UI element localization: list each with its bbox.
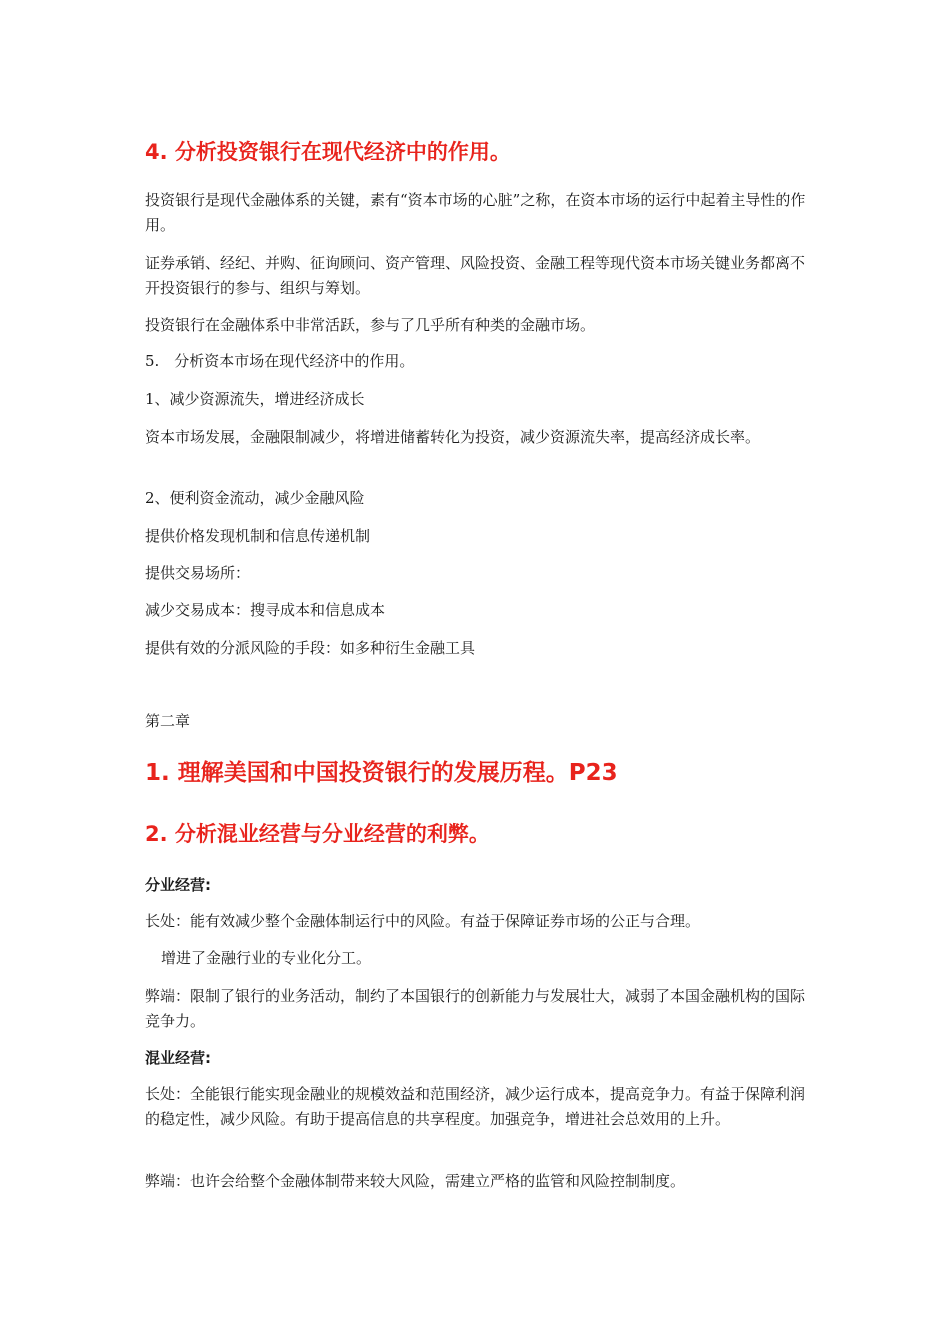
subheading-separate: 分业经营:	[145, 876, 211, 894]
chapter-label: 第二章	[145, 712, 191, 730]
paragraph: 弊端：限制了银行的业务活动，制约了本国银行的创新能力与发展壮大，减弱了本国金融机构的国际竞争力。	[145, 987, 806, 1030]
paragraph: 2、便利资金流动，减少金融风险	[145, 489, 365, 507]
paragraph: 提供有效的分派风险的手段：如多种衍生金融工具	[145, 639, 476, 657]
paragraph: 增进了金融行业的专业化分工。	[161, 949, 372, 967]
paragraph: 弊端：也许会给整个金融体制带来较大风险，需建立严格的监管和风险控制制度。	[145, 1172, 686, 1190]
paragraph: 减少交易成本：搜寻成本和信息成本	[145, 601, 386, 619]
paragraph: 资本市场发展，金融限制减少，将增进储蓄转化为投资，减少资源流失率，提高经济成长率。	[145, 428, 761, 446]
paragraph: 提供价格发现机制和信息传递机制	[145, 527, 371, 545]
paragraph: 提供交易场所：	[145, 564, 251, 582]
chapter-heading-2: 2. 分析混业经营与分业经营的利弊。	[145, 822, 490, 846]
paragraph: 投资银行在金融体系中非常活跃，参与了几乎所有种类的金融市场。	[145, 316, 596, 334]
section-heading-4: 4. 分析投资银行在现代经济中的作用。	[145, 140, 511, 164]
paragraph-heading-5: 5. 分析资本市场在现代经济中的作用。	[145, 352, 415, 370]
paragraph: 长处：能有效减少整个金融体制运行中的风险。有益于保障证券市场的公正与合理。	[145, 912, 701, 930]
paragraph: 证券承销、经纪、并购、征询顾问、资产管理、风险投资、金融工程等现代资本市场关键业务都离不开投资银行的参与、组织与筹划。	[145, 254, 806, 297]
paragraph: 投资银行是现代金融体系的关键，素有“资本市场的心脏”之称，在资本市场的运行中起着主导性的作用。	[145, 191, 806, 234]
subheading-mixed: 混业经营:	[145, 1049, 211, 1067]
paragraph: 长处：全能银行能实现金融业的规模效益和范围经济，减少运行成本，提高竞争力。有益于保障利润的稳定性，减少风险。有助于提高信息的共享程度。加强竞争，增进社会总效用的上升。	[145, 1085, 806, 1128]
chapter-heading-1: 1. 理解美国和中国投资银行的发展历程。P23	[145, 760, 618, 786]
paragraph: 1、减少资源流失，增进经济成长	[145, 390, 365, 408]
